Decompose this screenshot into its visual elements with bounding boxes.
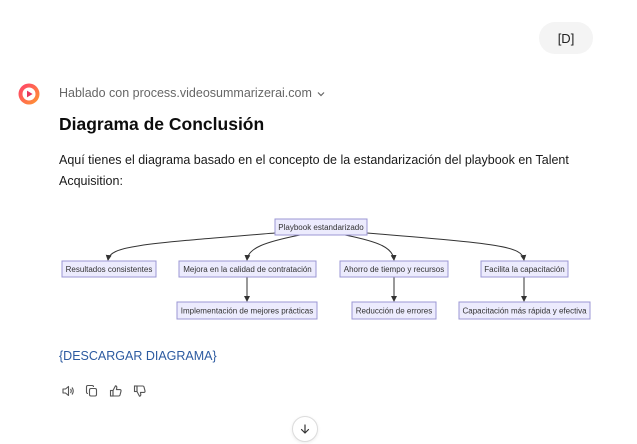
node-reduccion-label: Reducción de errores [355,306,433,316]
node-ahorro-label: Ahorro de tiempo y recursos [343,265,445,274]
node-root-label: Playbook estandarizado [278,223,364,232]
download-diagram-link[interactable]: {DESCARGAR DIAGRAMA} [59,349,217,363]
message-actions [60,383,148,399]
scroll-to-bottom-button[interactable] [292,416,318,442]
node-reduccion [352,302,436,319]
speaker-icon[interactable] [60,383,76,399]
node-capacitacion-label: Capacitación más rápida y efectiva [462,306,587,316]
edge-root-resultados [108,233,275,260]
node-facilita-label: Facilita la capacitación [484,265,565,274]
node-implementacion [177,302,317,319]
node-resultados [62,261,156,277]
arrow-down-icon [299,423,311,435]
edge-root-ahorro [345,235,394,260]
node-facilita [481,261,568,277]
tool-source-label: Hablado con process.videosummarizerai.com [59,86,312,100]
node-capacitacion [459,302,590,319]
node-implementacion-label: Implementación de mejores prácticas [180,306,314,316]
edge-root-facilita [367,233,524,260]
thumbs-up-icon[interactable] [108,383,124,399]
intro-line-2: Acquisition: [59,174,123,188]
copy-icon[interactable] [84,383,100,399]
response-title: Diagrama de Conclusión [59,114,265,134]
edge-root-mejora [247,235,300,260]
user-message-text: [D] [557,30,575,46]
node-ahorro [340,261,448,277]
node-mejora-label: Mejora en la calidad de contratación [183,265,312,274]
node-mejora [179,261,316,277]
intro-line-1: Aquí tienes el diagrama basado en el concepto de la estandarización del playbook en Talent [59,153,569,167]
node-root [275,219,367,235]
node-resultados-label: Resultados consistentes [65,265,153,274]
thumbs-down-icon[interactable] [132,383,148,399]
